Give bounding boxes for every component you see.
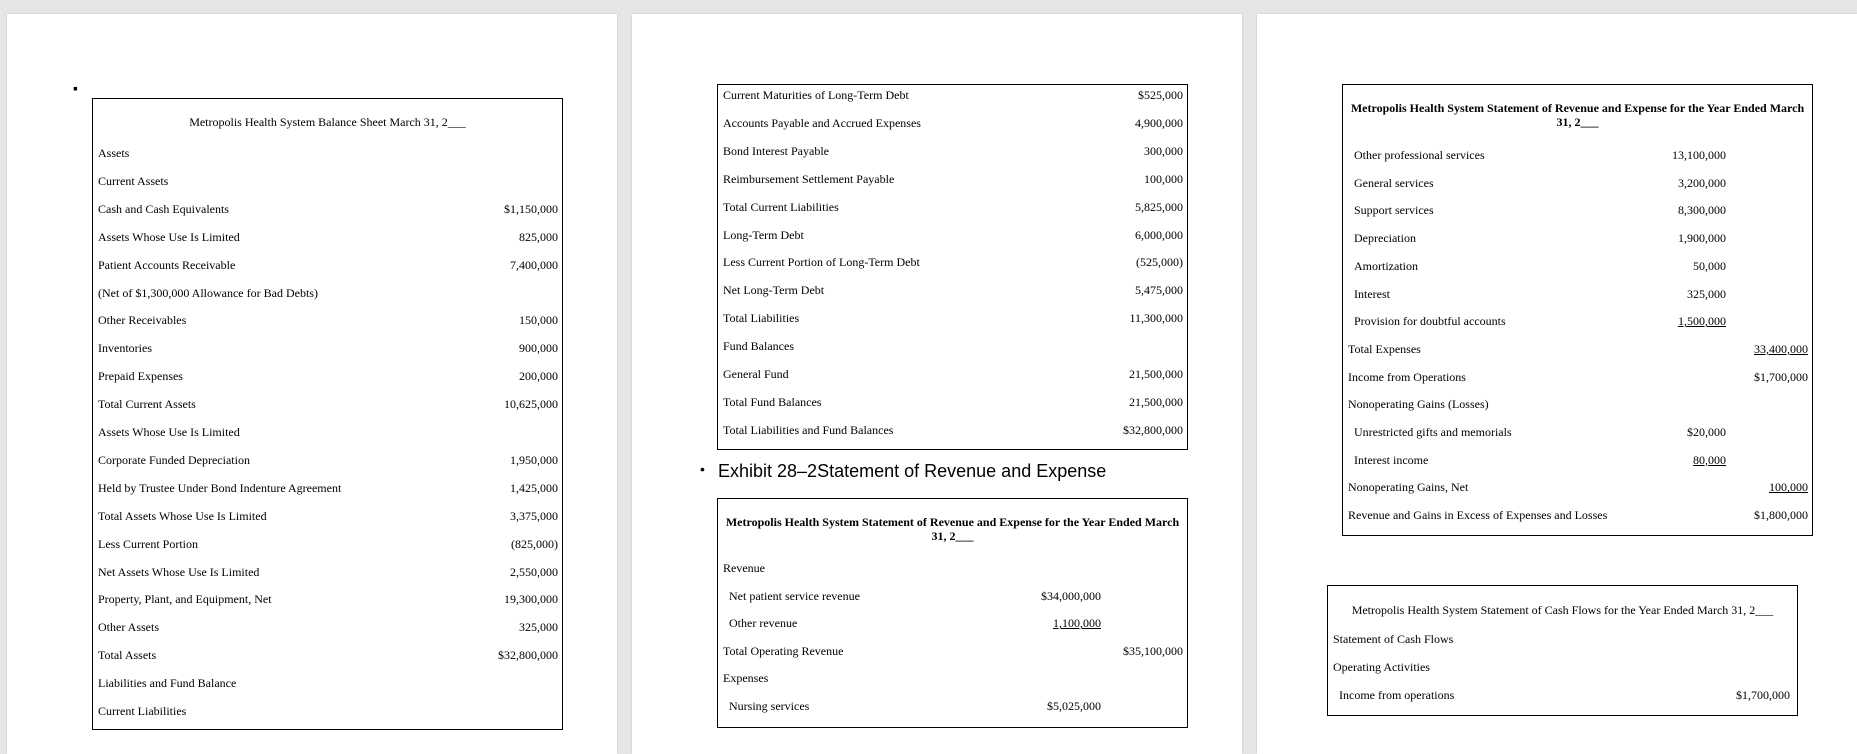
list-bullet: • — [700, 461, 705, 477]
row-value: 1,950,000 — [510, 452, 558, 467]
table-row — [718, 586, 1187, 606]
table-row — [93, 143, 562, 163]
row-label: Other Receivables — [98, 313, 187, 328]
row-label: Less Current Portion of Long-Term Debt — [723, 255, 920, 270]
row-value: 200,000 — [519, 369, 558, 384]
row-value: 325,000 — [1687, 286, 1726, 301]
row-value: $32,800,000 — [498, 648, 558, 663]
table-row — [1343, 228, 1812, 248]
row-label: Total Current Liabilities — [723, 199, 839, 214]
row-value: 2,550,000 — [510, 564, 558, 579]
row-value: 825,000 — [519, 229, 558, 244]
row-label: (Net of $1,300,000 Allowance for Bad Debts) — [98, 285, 318, 300]
table-row — [718, 169, 1187, 189]
row-value: 4,900,000 — [1135, 115, 1183, 130]
table-row — [93, 199, 562, 219]
row-label: Total Assets — [98, 648, 157, 663]
row-label: Patient Accounts Receivable — [98, 257, 236, 272]
revenue-statement-continued-title: Metropolis Health System Statement of Revenue and Expense for the Year Ended March 31, 2___ — [1350, 101, 1805, 129]
row-value: (525,000) — [1136, 255, 1183, 270]
table-row — [718, 364, 1187, 384]
row-label: Nursing services — [729, 699, 810, 713]
row-label: Unrestricted gifts and memorials — [1354, 425, 1512, 439]
table-row — [718, 641, 1187, 661]
table-row — [1343, 311, 1812, 331]
table-row — [1328, 629, 1797, 649]
row-value: 100,000 — [1769, 480, 1808, 495]
row-value: 300,000 — [1144, 143, 1183, 158]
row-label: Total Operating Revenue — [723, 643, 844, 658]
row-label: Depreciation — [1354, 231, 1416, 246]
revenue-statement-title: Metropolis Health System Statement of Revenue and Expense for the Year Ended March 31, 2___ — [725, 515, 1180, 543]
row-value: 19,300,000 — [504, 592, 558, 607]
table-row — [718, 558, 1187, 578]
row-label: Expenses — [723, 671, 769, 686]
table-row — [93, 701, 562, 721]
table-row — [93, 283, 562, 303]
row-label: Nonoperating Gains (Losses) — [1348, 397, 1489, 412]
row-label: Total Expenses — [1348, 341, 1421, 356]
row-value: 8,300,000 — [1678, 203, 1726, 218]
table-row — [93, 394, 562, 414]
table-row — [718, 420, 1187, 440]
table-row — [1328, 685, 1797, 705]
table-row — [93, 562, 562, 582]
row-label: Interest — [1354, 286, 1390, 301]
row-value: 150,000 — [519, 313, 558, 328]
table-row — [93, 589, 562, 609]
revenue-statement-continued-table — [1342, 84, 1813, 536]
table-row — [93, 478, 562, 498]
row-value: 50,000 — [1693, 258, 1726, 273]
row-value: $5,025,000 — [1047, 699, 1101, 713]
row-value: 11,300,000 — [1129, 311, 1183, 326]
row-label: Support services — [1354, 203, 1434, 218]
table-row — [1343, 505, 1812, 525]
row-label: Other professional services — [1354, 148, 1485, 162]
balance-sheet-table — [92, 98, 563, 730]
table-row — [1343, 450, 1812, 470]
table-row — [718, 141, 1187, 161]
row-label: Nonoperating Gains, Net — [1348, 480, 1469, 495]
row-label: Net Long-Term Debt — [723, 283, 825, 298]
row-label: Held by Trustee Under Bond Indenture Agreement — [98, 480, 342, 495]
row-value: $34,000,000 — [1041, 588, 1101, 603]
row-value: $1,800,000 — [1754, 508, 1808, 523]
row-label: Amortization — [1354, 258, 1418, 273]
row-label: Assets Whose Use Is Limited — [98, 229, 240, 244]
table-row — [93, 227, 562, 247]
table-row — [1343, 394, 1812, 414]
row-label: Corporate Funded Depreciation — [98, 452, 250, 467]
table-row — [1343, 145, 1812, 165]
row-value: $1,700,000 — [1736, 688, 1790, 702]
table-row — [718, 613, 1187, 633]
row-value: 21,500,000 — [1129, 394, 1183, 409]
row-label: Total Liabilities and Fund Balances — [723, 422, 894, 437]
table-row — [718, 392, 1187, 412]
balance-sheet-title: Metropolis Health System Balance Sheet March 31, 2___ — [189, 115, 466, 129]
row-label: General services — [1354, 175, 1434, 190]
row-value: 7,400,000 — [510, 257, 558, 272]
row-label: Bond Interest Payable — [723, 143, 829, 158]
table-row — [1343, 200, 1812, 220]
row-value: 21,500,000 — [1129, 367, 1183, 381]
row-value: 33,400,000 — [1754, 341, 1808, 356]
row-label: Fund Balances — [723, 339, 794, 354]
table-row — [718, 113, 1187, 133]
table-row — [93, 422, 562, 442]
row-value: (825,000) — [511, 536, 558, 551]
row-label: Prepaid Expenses — [98, 369, 183, 384]
row-value: 100,000 — [1144, 171, 1183, 186]
revenue-statement-table — [717, 498, 1188, 728]
row-label: Long-Term Debt — [723, 227, 804, 242]
row-label: Assets — [98, 146, 130, 160]
row-label: Net patient service revenue — [729, 588, 860, 603]
row-label: Provision for doubtful accounts — [1354, 314, 1506, 329]
row-label: Liabilities and Fund Balance — [98, 676, 237, 691]
cash-flows-table — [1327, 585, 1798, 716]
table-row — [1343, 284, 1812, 304]
row-label: Reimbursement Settlement Payable — [723, 171, 895, 186]
row-value: 10,625,000 — [504, 397, 558, 412]
row-value: 1,425,000 — [510, 480, 558, 495]
exhibit-heading: Exhibit 28–2Statement of Revenue and Expense — [718, 461, 1107, 481]
row-value: 6,000,000 — [1135, 227, 1183, 242]
row-value: 1,100,000 — [1053, 616, 1101, 631]
row-label: Inventories — [98, 341, 152, 356]
row-label: Total Fund Balances — [723, 394, 822, 409]
row-value: 1,900,000 — [1678, 231, 1726, 246]
table-row — [93, 450, 562, 470]
row-label: Other revenue — [729, 616, 798, 631]
table-row — [93, 617, 562, 637]
row-value: 3,200,000 — [1678, 175, 1726, 190]
table-row — [1343, 173, 1812, 193]
row-label: Operating Activities — [1333, 660, 1430, 674]
table-row — [93, 171, 562, 191]
row-value: 325,000 — [519, 620, 558, 635]
row-label: Assets Whose Use Is Limited — [98, 425, 240, 439]
table-row — [718, 280, 1187, 300]
table-row — [93, 645, 562, 665]
table-row — [718, 308, 1187, 328]
table-row — [93, 673, 562, 693]
row-label: Total Liabilities — [723, 311, 800, 326]
row-value: $1,700,000 — [1754, 369, 1808, 384]
row-label: Current Liabilities — [98, 704, 187, 718]
row-label: Accounts Payable and Accrued Expenses — [723, 115, 921, 130]
row-label: Revenue and Gains in Excess of Expenses and Losses — [1348, 508, 1608, 523]
table-row — [718, 668, 1187, 688]
table-row — [1343, 256, 1812, 276]
row-label: Less Current Portion — [98, 536, 198, 551]
row-label: Revenue — [723, 561, 765, 575]
table-row — [1343, 477, 1812, 497]
table-row — [718, 336, 1187, 356]
row-label: Statement of Cash Flows — [1333, 632, 1454, 646]
row-value: 5,825,000 — [1135, 199, 1183, 214]
row-label: Income from Operations — [1348, 369, 1466, 384]
row-label: Total Current Assets — [98, 397, 196, 412]
table-row — [93, 255, 562, 275]
table-row — [718, 696, 1187, 716]
table-row — [93, 534, 562, 554]
row-value: $1,150,000 — [504, 201, 558, 216]
row-value: 5,475,000 — [1135, 283, 1183, 298]
row-label: Income from operations — [1339, 688, 1455, 702]
list-bullet: ▪ — [73, 82, 78, 97]
liabilities-table — [717, 84, 1188, 450]
table-row — [718, 225, 1187, 245]
row-label: General Fund — [723, 367, 789, 381]
row-value: 80,000 — [1693, 452, 1726, 467]
table-row — [1328, 657, 1797, 677]
row-label: Current Assets — [98, 173, 169, 188]
table-row — [1343, 339, 1812, 359]
row-label: Total Assets Whose Use Is Limited — [98, 508, 267, 523]
row-value: 3,375,000 — [510, 508, 558, 523]
cash-flows-title: Metropolis Health System Statement of Cash Flows for the Year Ended March 31, 2___ — [1351, 603, 1774, 617]
table-row — [93, 310, 562, 330]
row-label: Interest income — [1354, 452, 1429, 467]
row-value: $525,000 — [1138, 88, 1183, 102]
row-value: $20,000 — [1687, 425, 1726, 439]
table-row — [93, 366, 562, 386]
row-label: Current Maturities of Long-Term Debt — [723, 88, 909, 102]
row-value: 900,000 — [519, 341, 558, 356]
table-row — [1343, 422, 1812, 442]
table-row — [718, 252, 1187, 272]
row-value: $35,100,000 — [1123, 643, 1183, 658]
table-row — [93, 338, 562, 358]
table-row — [93, 506, 562, 526]
row-value: $32,800,000 — [1123, 422, 1183, 437]
table-row — [718, 85, 1187, 105]
row-value: 1,500,000 — [1678, 314, 1726, 329]
table-row — [1343, 367, 1812, 387]
row-label: Cash and Cash Equivalents — [98, 201, 229, 216]
row-value: 13,100,000 — [1672, 148, 1726, 162]
table-row — [718, 197, 1187, 217]
row-label: Net Assets Whose Use Is Limited — [98, 564, 260, 579]
row-label: Other Assets — [98, 620, 159, 635]
row-label: Property, Plant, and Equipment, Net — [98, 592, 272, 607]
